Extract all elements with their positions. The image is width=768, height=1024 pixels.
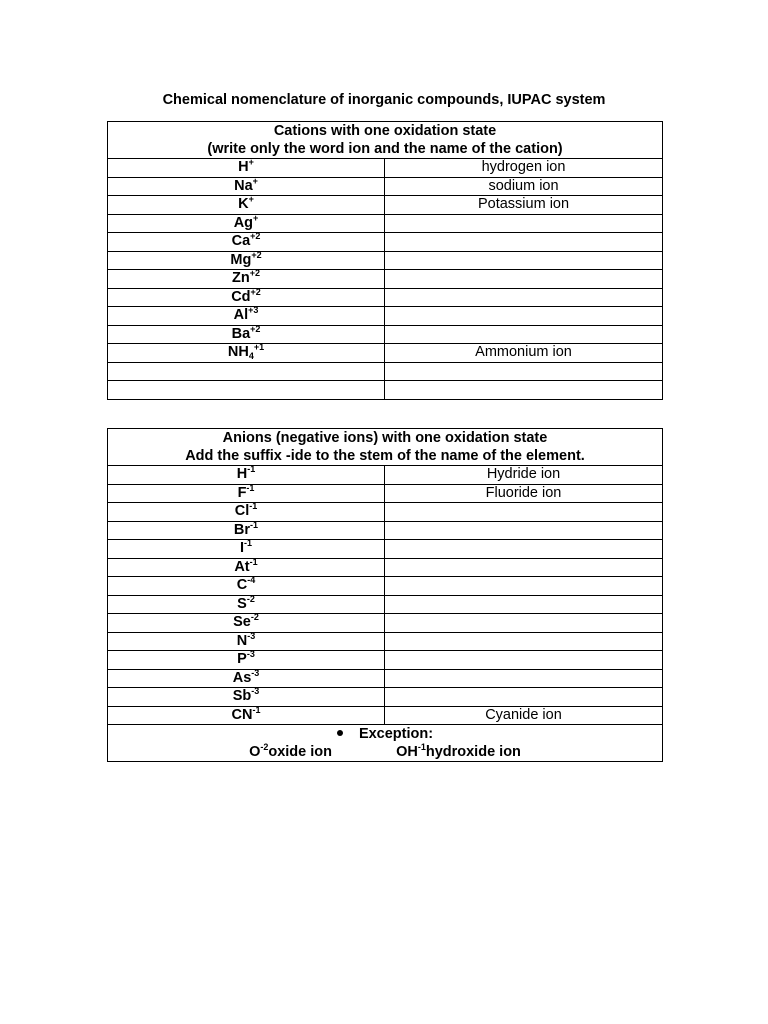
ion-symbol: H: [236, 466, 248, 483]
cation-name-cell: Ammonium ion: [385, 344, 663, 363]
anion-name-cell: [385, 521, 663, 540]
oxide-symbol: O: [249, 744, 261, 760]
anion-row: [108, 706, 663, 725]
ion-charge: +1: [253, 342, 265, 353]
ion-charge: +2: [251, 249, 262, 260]
cation-name-cell: [385, 251, 663, 270]
cation-symbol-cell: [108, 177, 385, 196]
ion-charge: -4: [247, 575, 256, 586]
ion-charge: +: [252, 175, 258, 186]
ion-charge: +2: [250, 323, 261, 334]
cation-symbol-cell: [108, 251, 385, 270]
ion-symbol: S: [237, 595, 247, 612]
ion-charge: -1: [250, 519, 259, 530]
cation-symbol-cell: [108, 325, 385, 344]
anion-row: [108, 577, 663, 596]
cation-name-cell: sodium ion: [385, 177, 663, 196]
anion-row: [108, 632, 663, 651]
anion-name-cell: [385, 577, 663, 596]
ion-symbol: Ag: [233, 214, 254, 231]
ion-charge: -3: [251, 686, 260, 697]
ion-charge: +: [248, 194, 254, 205]
cation-row: [108, 307, 663, 326]
anion-name-cell: [385, 669, 663, 688]
anions-header-row: [108, 429, 663, 466]
cation-symbol-cell: [108, 362, 385, 381]
anions-header: [108, 429, 663, 466]
ion-symbol: Al: [233, 307, 249, 324]
hydroxide-charge: -1: [417, 742, 426, 752]
ion-symbol: Ca: [231, 233, 251, 250]
exception-row: [108, 725, 663, 762]
anion-symbol-cell: [108, 484, 385, 503]
anion-row: [108, 688, 663, 707]
oxide-charge: -2: [260, 742, 269, 752]
cation-symbol-cell: [108, 196, 385, 215]
cation-row: [108, 381, 663, 400]
ion-charge: -1: [244, 538, 253, 549]
cation-symbol-cell: [108, 288, 385, 307]
anion-symbol-cell: [108, 669, 385, 688]
ion-charge: -1: [249, 501, 258, 512]
cation-name-cell: [385, 381, 663, 400]
cations-header-row: [108, 122, 663, 159]
anion-symbol-cell: [108, 540, 385, 559]
cation-symbol-cell: [108, 159, 385, 178]
ion-charge: +3: [248, 305, 259, 316]
oxide-formula: [249, 743, 268, 761]
ion-charge: -1: [247, 464, 256, 475]
ion-symbol: Br: [233, 521, 251, 538]
exception-examples: [108, 743, 662, 761]
anion-name-cell: [385, 632, 663, 651]
cation-row: [108, 159, 663, 178]
cation-name-cell: Potassium ion: [385, 196, 663, 215]
anion-name-cell: Hydride ion: [385, 466, 663, 485]
cation-row: [108, 177, 663, 196]
cation-symbol-cell: [108, 233, 385, 252]
anion-name-cell: [385, 595, 663, 614]
cation-name-cell: hydrogen ion: [385, 159, 663, 178]
anion-symbol-cell: [108, 595, 385, 614]
anion-name-cell: Fluoride ion: [385, 484, 663, 503]
exception-cell: [108, 725, 663, 762]
cation-name-cell: [385, 307, 663, 326]
anion-name-cell: [385, 688, 663, 707]
ion-charge: +2: [250, 231, 261, 242]
ion-charge: +2: [250, 286, 261, 297]
hydroxide-formula: [396, 743, 426, 761]
ion-charge: -3: [247, 630, 256, 641]
hydroxide-name: hydroxide ion: [425, 744, 521, 760]
cations-header-line2: (write only the word ion and the name of the cation): [207, 141, 563, 157]
oxide-name: oxide ion: [268, 744, 333, 760]
page-title: Chemical nomenclature of inorganic compounds, IUPAC system: [162, 92, 606, 108]
anion-row: [108, 540, 663, 559]
exception-label: Exception:: [358, 726, 434, 742]
anion-row: [108, 521, 663, 540]
cation-row: [108, 288, 663, 307]
cation-symbol-cell: [108, 307, 385, 326]
cation-row: [108, 270, 663, 289]
bullet-icon: [337, 730, 343, 736]
ion-charge: -3: [251, 667, 260, 678]
anion-symbol-cell: [108, 521, 385, 540]
cation-name-cell: [385, 288, 663, 307]
ion-symbol: Sb: [232, 688, 252, 705]
cations-header-line1: Cations with one oxidation state: [273, 123, 497, 139]
anion-row: [108, 651, 663, 670]
anion-symbol-cell: [108, 614, 385, 633]
hydroxide-symbol: OH: [396, 744, 418, 760]
ion-symbol: Zn: [232, 270, 250, 287]
anion-symbol-cell: [108, 632, 385, 651]
anion-name-cell: [385, 651, 663, 670]
cations-header: [108, 122, 663, 159]
ion-symbol: At: [234, 558, 250, 575]
ion-charge: -1: [252, 704, 261, 715]
cation-symbol-cell: [108, 270, 385, 289]
cation-symbol-cell: [108, 381, 385, 400]
ion-charge: -1: [249, 556, 258, 567]
ion-charge: +: [253, 212, 259, 223]
cation-row: [108, 344, 663, 363]
anion-symbol-cell: [108, 558, 385, 577]
cation-symbol-cell: [108, 214, 385, 233]
anion-symbol-cell: [108, 577, 385, 596]
cation-name-cell: [385, 325, 663, 344]
ion-charge: -1: [246, 482, 255, 493]
cation-row: [108, 325, 663, 344]
cation-name-cell: [385, 270, 663, 289]
anion-symbol-cell: [108, 706, 385, 725]
ion-charge: -3: [246, 649, 255, 660]
ion-symbol: NH: [227, 344, 249, 361]
anion-row: [108, 614, 663, 633]
anions-header-line1: Anions (negative ions) with one oxidation state: [222, 430, 548, 446]
ion-charge: -2: [250, 612, 259, 623]
ion-symbol: N: [236, 632, 248, 649]
cation-name-cell: [385, 214, 663, 233]
ion-charge: +2: [249, 268, 260, 279]
cation-name-cell: [385, 233, 663, 252]
ion-symbol: As: [232, 669, 252, 686]
anion-name-cell: [385, 558, 663, 577]
anion-symbol-cell: [108, 651, 385, 670]
anion-row: [108, 595, 663, 614]
cation-row: [108, 196, 663, 215]
ion-symbol: CN: [231, 706, 253, 723]
ion-symbol: Ba: [231, 325, 251, 342]
ion-symbol: I: [239, 540, 244, 557]
anion-name-cell: [385, 614, 663, 633]
ion-symbol: H: [238, 159, 249, 176]
ion-symbol: K: [238, 196, 249, 213]
ion-symbol: Na: [234, 177, 253, 194]
ion-symbol: Cd: [231, 288, 251, 305]
ion-symbol: Cl: [234, 503, 250, 520]
ion-symbol: Mg: [230, 251, 252, 268]
cation-symbol-cell: [108, 344, 385, 363]
anion-symbol-cell: [108, 466, 385, 485]
ion-charge: -2: [246, 593, 255, 604]
anion-row: [108, 503, 663, 522]
cations-table: [107, 121, 663, 400]
exception-label-line: [108, 725, 662, 743]
ion-charge: +: [248, 157, 254, 168]
anion-row: [108, 669, 663, 688]
ion-symbol: C: [236, 577, 248, 594]
ion-symbol: Se: [233, 614, 251, 631]
ion-symbol: P: [237, 651, 247, 668]
ion-symbol: F: [237, 484, 247, 501]
cation-row: [108, 214, 663, 233]
cation-row: [108, 251, 663, 270]
anion-row: [108, 484, 663, 503]
anion-symbol-cell: [108, 503, 385, 522]
anions-table: [107, 428, 663, 762]
anion-row: [108, 558, 663, 577]
cation-row: [108, 233, 663, 252]
anion-symbol-cell: [108, 688, 385, 707]
anion-name-cell: [385, 540, 663, 559]
anion-name-cell: Cyanide ion: [385, 706, 663, 725]
cation-name-cell: [385, 362, 663, 381]
ion-subscript: 4: [248, 351, 254, 362]
anion-name-cell: [385, 503, 663, 522]
anion-row: [108, 466, 663, 485]
cation-row: [108, 362, 663, 381]
anions-header-line2: Add the suffix -ide to the stem of the name of the element.: [185, 448, 585, 464]
